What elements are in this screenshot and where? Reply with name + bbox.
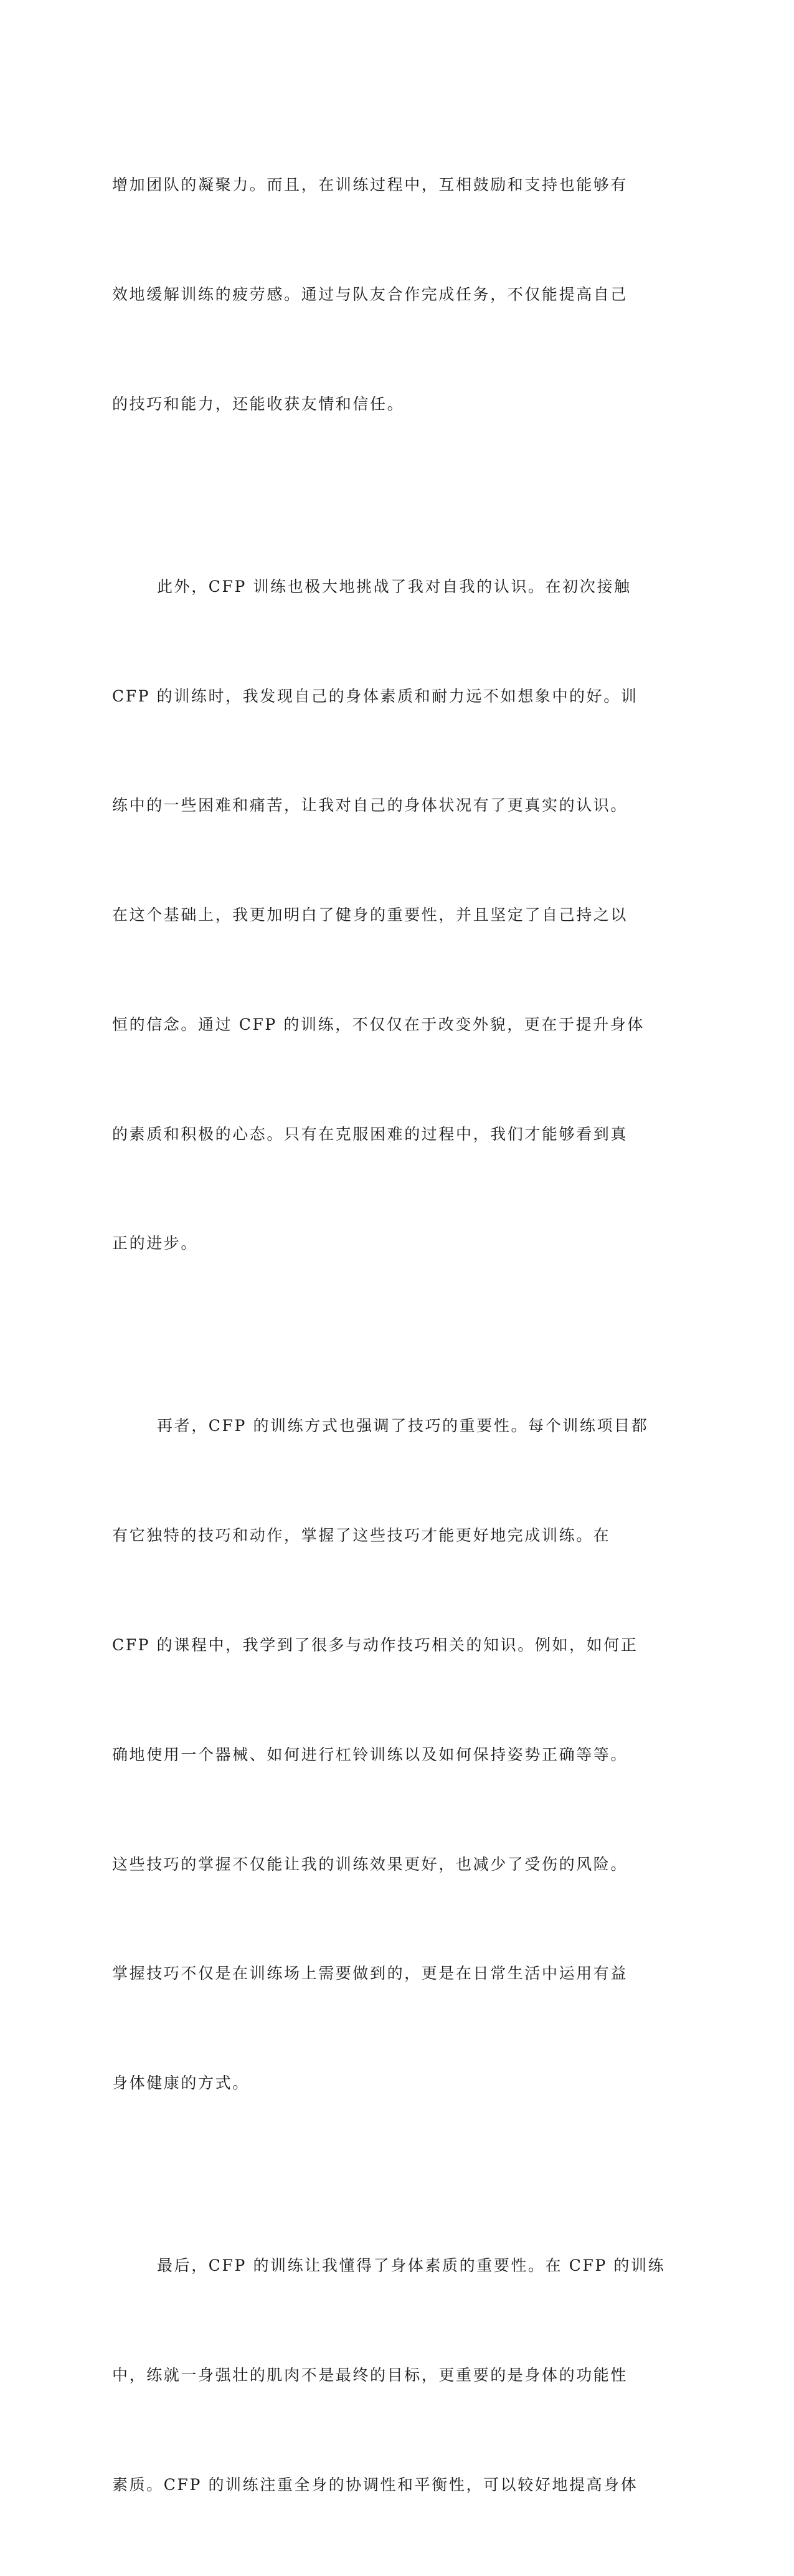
text-line: 最后，CFP 的训练让我懂得了身体素质的重要性。在 CFP 的训练 (157, 2256, 666, 2275)
text-line: 此外，CFP 训练也极大地挑战了我对自我的认识。在初次接触 (157, 577, 631, 596)
text-line: 练中的一些困难和痛苦，让我对自己的身体状况有了更真实的认识。 (112, 796, 628, 815)
text-line: 再者，CFP 的训练方式也强调了技巧的重要性。每个训练项目都 (157, 1417, 649, 1435)
text-line: CFP 的训练时，我发现自己的身体素质和耐力远不如想象中的好。训 (112, 687, 638, 705)
text-line: 这些技巧的掌握不仅能让我的训练效果更好，也减少了受伤的风险。 (112, 1855, 628, 1873)
text-line: CFP 的课程中，我学到了很多与动作技巧相关的知识。例如，如何正 (112, 1635, 638, 1654)
text-line: 有它独特的技巧和动作，掌握了这些技巧才能更好地完成训练。在 (112, 1526, 611, 1545)
paragraph-physical-fitness (112, 2175, 666, 2576)
text-line: 的技巧和能力，还能收获友情和信任。 (112, 394, 405, 413)
paragraph-technique (112, 1335, 649, 2175)
text-line: 身体健康的方式。 (112, 2074, 250, 2093)
text-line: 恒的信念。通过 CFP 的训练，不仅仅在于改变外貌，更在于提升身体 (112, 1015, 645, 1034)
text-line: 中，练就一身强壮的肌肉不是最终的目标，更重要的是身体的功能性 (112, 2365, 628, 2384)
text-line: 效地缓解训练的疲劳感。通过与队友合作完成任务，不仅能提高自己 (112, 285, 628, 303)
body-text (112, 94, 666, 2576)
text-line: 正的进步。 (112, 1234, 199, 1253)
text-line: 确地使用一个器械、如何进行杠铃训练以及如何保持姿势正确等等。 (112, 1745, 628, 1764)
paragraph-teamwork (112, 94, 641, 496)
text-line: 在这个基础上，我更加明白了健身的重要性，并且坚定了自己持之以 (112, 906, 628, 924)
text-line: 增加团队的凝聚力。而且，在训练过程中，互相鼓励和支持也能够有 (112, 176, 628, 194)
text-line: 掌握技巧不仅是在训练场上需要做到的，更是在日常生活中运用有益 (112, 1964, 628, 1983)
paragraph-self-awareness (112, 496, 645, 1336)
text-line: 的素质和积极的心态。只有在克服困难的过程中，我们才能够看到真 (112, 1124, 628, 1143)
text-line: 素质。CFP 的训练注重全身的协调性和平衡性，可以较好地提高身体 (112, 2475, 638, 2494)
